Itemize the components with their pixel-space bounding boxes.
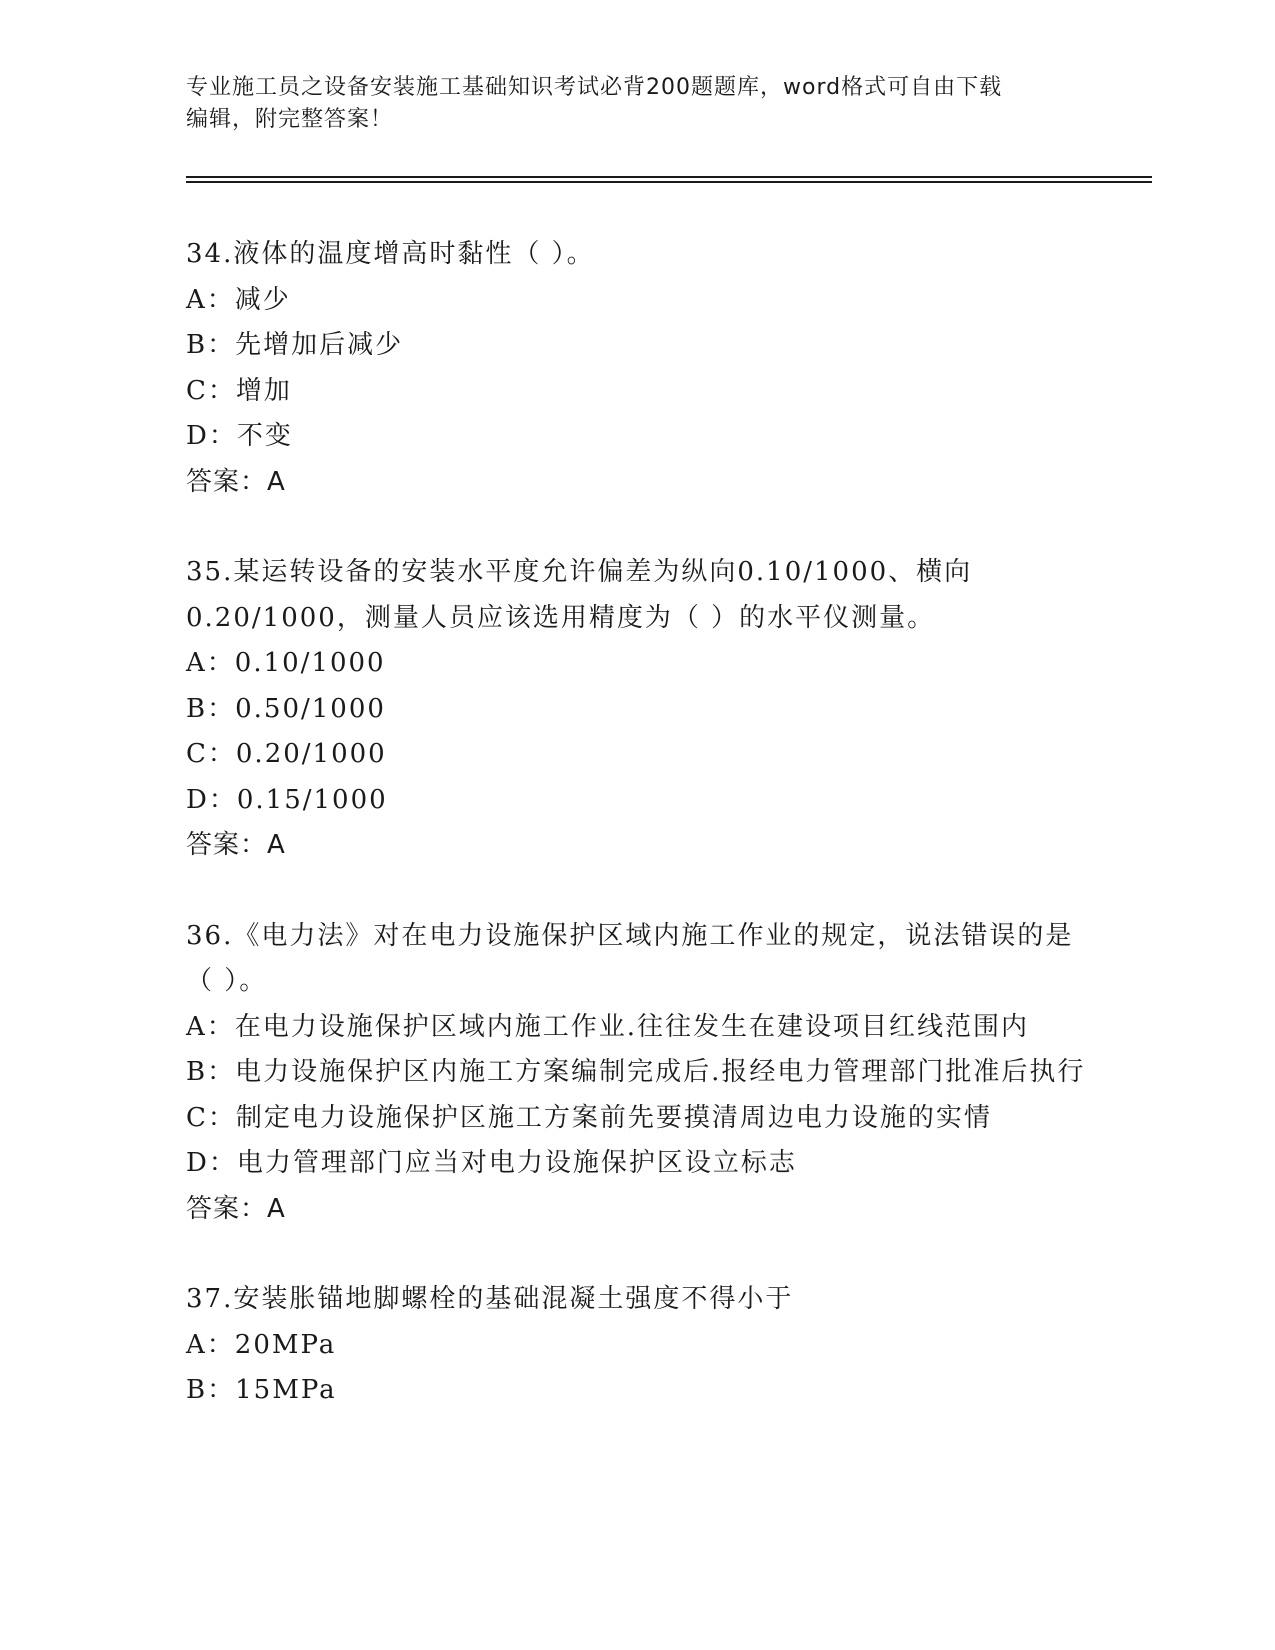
option-d: D：电力管理部门应当对电力设施保护区设立标志: [186, 1148, 797, 1178]
option-c: C：增加: [186, 375, 292, 406]
document-header: [186, 72, 1086, 136]
question-stem: 35.某运转设备的安装水平度允许偏差为纵向0.10/1000、横向0.20/1000，测量人员应该选用精度为（ ）的水平仪测量。: [186, 557, 973, 633]
header-divider-bottom: [186, 181, 1152, 183]
header-divider-top: [186, 176, 1152, 178]
option-d: D：0.15/1000: [186, 784, 388, 815]
question-stem: 37.安装胀锚地脚螺栓的基础混凝土强度不得小于: [186, 1284, 794, 1314]
option-b: B：先增加后减少: [186, 330, 404, 360]
question-stem: 36.《电力法》对在电力设施保护区域内施工作业的规定，说法错误的是（ ）。: [186, 920, 1074, 996]
option-b: B：电力设施保护区内施工方案编制完成后.报经电力管理部门批准后执行: [186, 1057, 1086, 1087]
option-a: A：20MPa: [186, 1329, 337, 1360]
answer-line: 答案：A: [186, 466, 286, 497]
option-a: A：在电力设施保护区域内施工作业.往往发生在建设项目红线范围内: [186, 1011, 1030, 1042]
option-b: B：15MPa: [186, 1375, 337, 1405]
header-title-line-1: 专业施工员之设备安装施工基础知识考试必背200题题库，word格式可自由下载: [186, 75, 1003, 100]
option-c: C：制定电力设施保护区施工方案前先要摸清周边电力设施的实情: [186, 1102, 992, 1133]
question-37: [186, 1277, 1086, 1414]
option-a: A：0.10/1000: [186, 648, 386, 678]
question-34: [186, 232, 1086, 505]
question-stem: 34.液体的温度增高时黏性（ ）。: [186, 239, 595, 269]
option-d: D：不变: [186, 421, 293, 451]
header-title-line-2: 编辑，附完整答案！: [186, 107, 394, 132]
question-list: [186, 232, 1086, 1459]
question-36: [186, 914, 1086, 1233]
answer-line: 答案：A: [186, 830, 286, 860]
option-b: B：0.50/1000: [186, 693, 386, 724]
option-a: A：减少: [186, 284, 291, 315]
option-c: C：0.20/1000: [186, 739, 387, 769]
answer-line: 答案：A: [186, 1193, 286, 1224]
question-35: [186, 550, 1086, 869]
